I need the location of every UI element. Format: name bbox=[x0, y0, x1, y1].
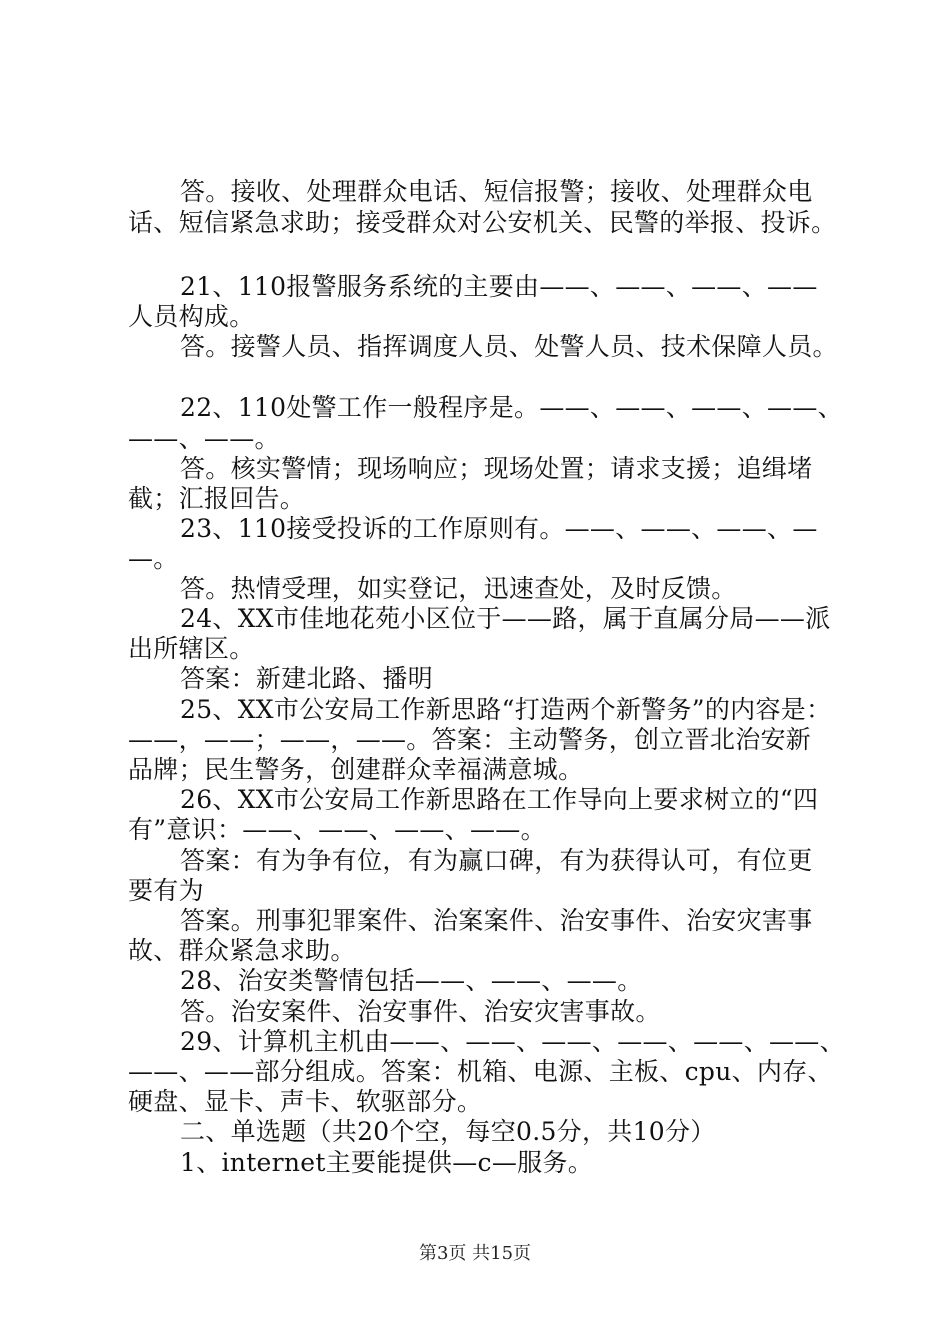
text-line: 截；汇报回告。 bbox=[128, 484, 306, 513]
text-line: 21、110报警服务系统的主要由——、——、——、—— bbox=[180, 272, 818, 301]
text-line: 二、单选题（共20个空，每空0.5分，共10分） bbox=[180, 1117, 716, 1146]
text-line: 话、短信紧急求助；接受群众对公安机关、民警的举报、投诉。 bbox=[128, 208, 837, 237]
text-line: 24、XX市佳地花苑小区位于——路，属于直属分局——派 bbox=[180, 604, 831, 633]
text-line: ——，——；——，——。答案：主动警务，创立晋北治安新 bbox=[128, 725, 812, 754]
text-line: 答案：新建北路、播明 bbox=[180, 664, 434, 693]
text-line: 23、110接受投诉的工作原则有。——、——、——、— bbox=[180, 514, 818, 543]
text-line: 答案。刑事犯罪案件、治案案件、治安事件、治安灾害事 bbox=[180, 906, 813, 935]
text-line: 答。热情受理，如实登记，迅速查处，及时反馈。 bbox=[180, 574, 737, 603]
text-line: 25、XX市公安局工作新思路“打造两个新警务”的内容是： bbox=[180, 695, 832, 724]
text-line: 出所辖区。 bbox=[128, 634, 255, 663]
text-line: 26、XX市公安局工作新思路在工作导向上要求树立的“四 bbox=[180, 785, 819, 814]
text-line: 要有为 bbox=[128, 876, 204, 905]
page-footer: 第3页 共15页 bbox=[418, 1243, 532, 1264]
text-line: 答。接警人员、指挥调度人员、处警人员、技术保障人员。 bbox=[180, 332, 838, 361]
text-line: 硬盘、显卡、声卡、软驱部分。 bbox=[128, 1087, 483, 1116]
text-line: ——、——。 bbox=[128, 424, 280, 453]
text-line: 1、internet主要能提供—c—服务。 bbox=[180, 1148, 594, 1177]
text-line: 品牌；民生警务，创建群众幸福满意城。 bbox=[128, 755, 584, 784]
text-line: 故、群众紧急求助。 bbox=[128, 936, 356, 965]
text-line: 答。治安案件、治安事件、治安灾害事故。 bbox=[180, 997, 661, 1026]
text-line: 人员构成。 bbox=[128, 302, 255, 331]
text-line: 有”意识：——、——、——、——。 bbox=[128, 815, 546, 844]
text-line: —。 bbox=[128, 544, 179, 573]
text-line: 29、计算机主机由——、——、——、——、——、——、 bbox=[180, 1027, 845, 1056]
text-line: 答案：有为争有位，有为赢口碑，有为获得认可，有位更 bbox=[180, 846, 813, 875]
text-line: 22、110处警工作一般程序是。——、——、——、——、 bbox=[180, 393, 843, 422]
text-line: 答。核实警情；现场响应；现场处置；请求支援；追缉堵 bbox=[180, 454, 813, 483]
text-line: ——、——部分组成。答案：机箱、电源、主板、cpu、内存、 bbox=[128, 1057, 833, 1086]
text-line: 答。接收、处理群众电话、短信报警；接收、处理群众电 bbox=[180, 177, 813, 206]
text-line: 28、治安类警情包括——、——、——。 bbox=[180, 966, 643, 995]
